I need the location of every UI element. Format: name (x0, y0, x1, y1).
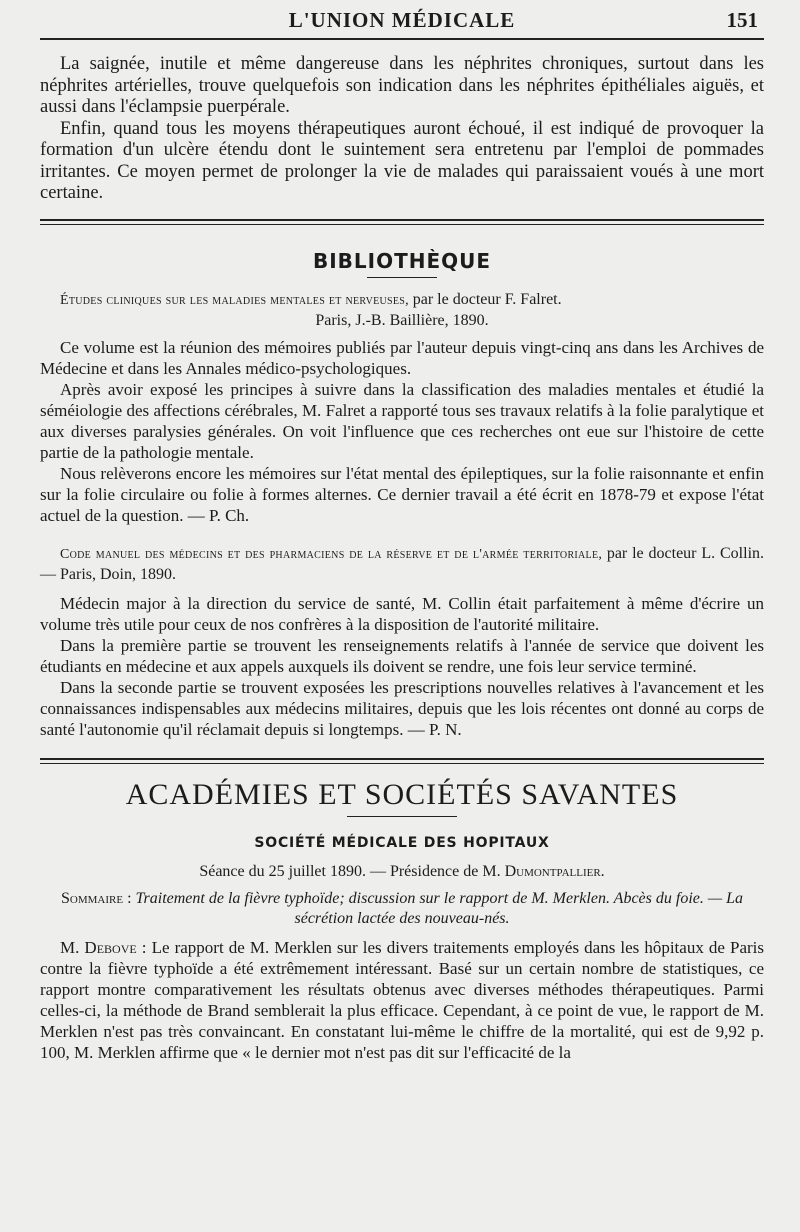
heading-rule (367, 277, 437, 278)
book-review-2-paragraph-1: Médecin major à la direction du service de santé, M. Collin était parfaitement à même d'écrire un volume très utile pour ceux de nos confrères à la disposition de l'autorité militaire. (40, 593, 764, 634)
debove-text: Le rapport de M. Merklen sur les divers traitements employés dans les hôpitaux de Paris contre la fièvre typhoïde a été extrêmement intéressant. Basé sur un certain nombre de statistiques, ce rapport montre comparativement les résultats obtenus avec diverses méthodes thérapeutiques. Parmi celles-ci, la méthode de Brand semblerait la plus efficace. Cependant, à ce point de vue, le rapport de M. Merklen n'est pas très convaincant. En constatant lui-même le chiffre de la mortalité, qui est de 9,92 p. 100, M. Merklen affirme que « le dernier mot n'est pas dit sur l'efficacité de la (40, 937, 764, 1062)
sommaire-text: Traitement de la fièvre typhoïde; discussion sur le rapport de M. Merklen. Abcès du foie. — La sécrétion lactée des nouveau-nés. (135, 889, 743, 927)
book-review-1-title: Études cliniques sur les maladies mentales et nerveuses, (60, 292, 409, 308)
section-divider-2 (40, 758, 764, 764)
page-number: 151 (726, 8, 758, 32)
book-review-1-author: par le docteur F. Falret. (412, 290, 562, 308)
header-rule (40, 38, 764, 40)
seance-president: Dumontpallier. (504, 862, 605, 880)
debove-paragraph (40, 937, 764, 1063)
sommaire (40, 889, 764, 929)
seance-line (40, 863, 764, 881)
running-head (40, 0, 764, 38)
intro-paragraph-2: Enfin, quand tous les moyens thérapeutiques auront échoué, il est indiqué de provoquer la formation d'un ulcère étendu dont le suintement sera entretenu par l'emploi de pommades irritantes. Ce moyen permet de prolonger la vie de malades qui paraissaient voués à une mort certaine. (40, 118, 764, 203)
bibliotheque-heading: BIBLIOTHÈQUE (312, 248, 492, 273)
seance-text: Séance du 25 juillet 1890. — Présidence de M. (199, 862, 501, 880)
book-review-1-paragraph-3: Nous relèverons encore les mémoires sur l'état mental des épileptiques, sur la folie raisonnante et enfin sur la folie circulaire ou folie à formes alternes. Ce dernier travail a été écrit en 1878-79 et expose l'état actuel de la question. — P. Ch. (40, 463, 764, 525)
book-review-1-paragraph-2: Après avoir exposé les principes à suivre dans la classification des maladies mentales et étudié la séméiologie des affections cérébrales, M. Falret a rapporté tous ses travaux relatifs à la folie paralytique et aux diverses paralysies générales. On voit l'influence que ces recherches ont eue sur l'histoire de cette partie de la pathologie mentale. (40, 379, 764, 462)
journal-title: L'UNION MÉDICALE (288, 8, 516, 32)
book-review-1-title-line (40, 290, 764, 311)
intro-section (40, 54, 764, 205)
academies-heading: ACADÉMIES ET SOCIÉTÉS SAVANTES (125, 777, 679, 811)
book-review-2-title-line (40, 544, 764, 585)
academies-heading-rule (347, 816, 457, 817)
society-heading: SOCIÉTÉ MÉDICALE DES HOPITAUX (254, 834, 550, 851)
book-review-2-author: par le docteur L. Collin. — Paris, Doin, 1890. (40, 544, 765, 583)
book-review-1 (40, 290, 764, 526)
book-review-2 (40, 544, 764, 740)
book-review-1-publisher: Paris, J.-B. Baillière, 1890. (315, 311, 489, 329)
book-review-1-paragraph-1: Ce volume est la réunion des mémoires publiés par l'auteur depuis vingt-cinq ans dans les Archives de Médecine et dans les Annales médico-psychologiques. (40, 337, 764, 378)
book-review-2-paragraph-2: Dans la première partie se trouvent les renseignements relatifs à l'année de service que doivent les étudiants en médecine et aux appels auxquels ils doivent se rendre, une fois leur service terminé. (40, 635, 764, 676)
speaker-name: M. Debove : (60, 937, 147, 957)
intro-paragraph-1: La saignée, inutile et même dangereuse dans les néphrites chroniques, surtout dans les néphrites artérielles, trouve quelquefois son indication dans les néphrites épithéliales aiguës, et aussi dans l'éclampsie puerpérale. (40, 54, 764, 117)
sommaire-label: Sommaire : (61, 889, 132, 907)
section-divider (40, 219, 764, 225)
book-review-2-title: Code manuel des médecins et des pharmaciens de la réserve et de l'armée territoriale, (60, 546, 603, 562)
book-review-2-paragraph-3: Dans la seconde partie se trouvent exposées les prescriptions nouvelles relatives à l'avancement et les connaissances indispensables aux médecins militaires, depuis que les lois récentes ont donné au corps de santé l'autonomie qu'il réclamait depuis si longtemps. — P. N. (40, 677, 764, 739)
